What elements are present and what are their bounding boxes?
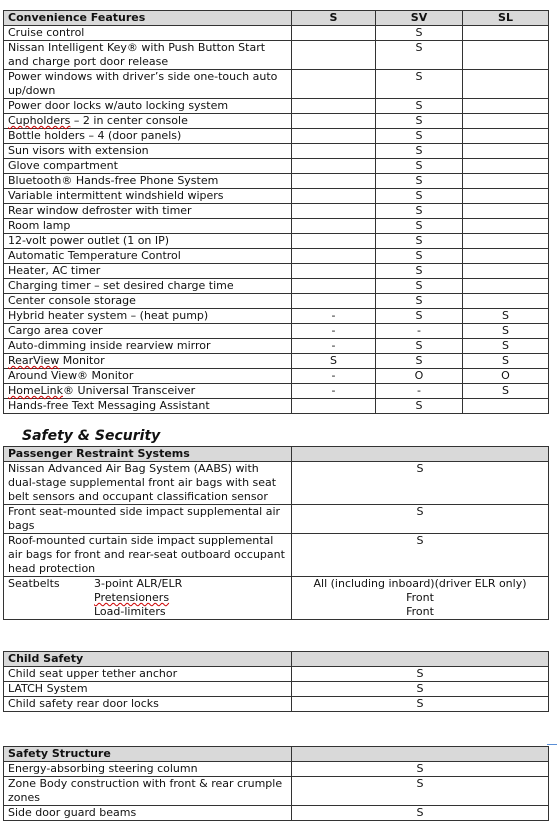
sv-cell: S bbox=[376, 189, 463, 204]
convenience-body bbox=[4, 26, 549, 414]
feature-cell: Heater, AC timer bbox=[4, 264, 292, 279]
sl-cell bbox=[463, 294, 549, 309]
seatbelts-values bbox=[292, 577, 549, 620]
sv-cell: S bbox=[376, 264, 463, 279]
restraint-feature: Nissan Advanced Air Bag System (AABS) with dual-stage supplemental front air bags with seat belt sensors and occupant classification sensor bbox=[4, 462, 292, 505]
table-row bbox=[4, 399, 549, 414]
sl-cell bbox=[463, 174, 549, 189]
s-cell bbox=[292, 99, 376, 114]
structure-value: S bbox=[292, 777, 549, 806]
s-cell bbox=[292, 114, 376, 129]
s-cell bbox=[292, 144, 376, 159]
convenience-header-feature: Convenience Features bbox=[4, 11, 292, 26]
table-row bbox=[4, 777, 549, 806]
restraint-value: S bbox=[292, 505, 549, 534]
feature-cell: Auto-dimming inside rearview mirror bbox=[4, 339, 292, 354]
sv-cell: S bbox=[376, 159, 463, 174]
convenience-header-sv: SV bbox=[376, 11, 463, 26]
sl-cell bbox=[463, 99, 549, 114]
table-row bbox=[4, 682, 549, 697]
s-cell bbox=[292, 129, 376, 144]
sl-cell bbox=[463, 70, 549, 99]
feature-cell: Charging timer – set desired charge time bbox=[4, 279, 292, 294]
sv-cell: S bbox=[376, 41, 463, 70]
s-cell bbox=[292, 41, 376, 70]
child-value: S bbox=[292, 667, 549, 682]
safety-section-title: Safety & Security bbox=[22, 428, 161, 444]
sl-cell bbox=[463, 159, 549, 174]
feature-cell: RearView Monitor bbox=[4, 354, 292, 369]
sl-cell bbox=[463, 129, 549, 144]
s-cell: - bbox=[292, 309, 376, 324]
restraint-feature: Roof-mounted curtain side impact supplemental air bags for front and rear-seat outboard occupant head protection bbox=[4, 534, 292, 577]
seatbelt-value: Front bbox=[406, 591, 434, 604]
structure-header: Safety Structure bbox=[4, 747, 292, 762]
sl-cell: S bbox=[463, 309, 549, 324]
s-cell bbox=[292, 264, 376, 279]
table-row bbox=[4, 174, 549, 189]
sl-cell bbox=[463, 399, 549, 414]
sv-cell: S bbox=[376, 219, 463, 234]
s-cell: S bbox=[292, 354, 376, 369]
child-value: S bbox=[292, 697, 549, 712]
table-row bbox=[4, 762, 549, 777]
convenience-header-row bbox=[4, 11, 549, 26]
restraint-header-blank bbox=[292, 447, 549, 462]
feature-cell: Glove compartment bbox=[4, 159, 292, 174]
sl-cell bbox=[463, 26, 549, 41]
table-row bbox=[4, 234, 549, 249]
table-row bbox=[4, 129, 549, 144]
child-feature: LATCH System bbox=[4, 682, 292, 697]
restraint-feature: Front seat-mounted side impact supplemental air bags bbox=[4, 505, 292, 534]
table-row bbox=[4, 309, 549, 324]
sl-cell bbox=[463, 114, 549, 129]
seatbelts-row bbox=[4, 577, 549, 620]
seatbelt-item: 3-point ALR/ELR bbox=[94, 577, 183, 590]
table-row bbox=[4, 144, 549, 159]
structure-feature: Zone Body construction with front & rear crumple zones bbox=[4, 777, 292, 806]
sl-cell: S bbox=[463, 339, 549, 354]
feature-cell: Around View® Monitor bbox=[4, 369, 292, 384]
table-row bbox=[4, 26, 549, 41]
feature-cell: Sun visors with extension bbox=[4, 144, 292, 159]
feature-cell: 12-volt power outlet (1 on IP) bbox=[4, 234, 292, 249]
sv-cell: S bbox=[376, 354, 463, 369]
structure-value: S bbox=[292, 762, 549, 777]
sv-cell: S bbox=[376, 279, 463, 294]
table-row bbox=[4, 697, 549, 712]
structure-value: S bbox=[292, 806, 549, 821]
feature-cell: Bluetooth® Hands-free Phone System bbox=[4, 174, 292, 189]
s-cell bbox=[292, 399, 376, 414]
table-row bbox=[4, 505, 549, 534]
sv-cell: S bbox=[376, 309, 463, 324]
table-row bbox=[4, 41, 549, 70]
sl-cell bbox=[463, 249, 549, 264]
structure-feature: Energy-absorbing steering column bbox=[4, 762, 292, 777]
sv-cell: S bbox=[376, 399, 463, 414]
feature-cell: Variable intermittent windshield wipers bbox=[4, 189, 292, 204]
structure-header-row bbox=[4, 747, 549, 762]
restraint-value: S bbox=[292, 462, 549, 505]
convenience-header-sl: SL bbox=[463, 11, 549, 26]
seatbelt-value: All (including inboard)(driver ELR only) bbox=[313, 577, 527, 590]
sv-cell: S bbox=[376, 129, 463, 144]
seatbelt-value: Front bbox=[406, 605, 434, 618]
child-safety-table bbox=[3, 651, 549, 712]
structure-feature: Side door guard beams bbox=[4, 806, 292, 821]
sl-cell bbox=[463, 204, 549, 219]
sv-cell: S bbox=[376, 294, 463, 309]
table-row bbox=[4, 667, 549, 682]
feature-cell: Bottle holders – 4 (door panels) bbox=[4, 129, 292, 144]
seatbelt-item: Load-limiters bbox=[94, 605, 166, 618]
s-cell: - bbox=[292, 339, 376, 354]
seatbelt-item: Pretensioners bbox=[94, 591, 170, 604]
sv-cell: S bbox=[376, 249, 463, 264]
sv-cell: - bbox=[376, 324, 463, 339]
sv-cell: O bbox=[376, 369, 463, 384]
sl-cell: S bbox=[463, 354, 549, 369]
table-row bbox=[4, 384, 549, 399]
table-row bbox=[4, 534, 549, 577]
sv-cell: S bbox=[376, 234, 463, 249]
restraint-table bbox=[3, 446, 549, 620]
child-feature: Child seat upper tether anchor bbox=[4, 667, 292, 682]
blue-divider bbox=[547, 744, 557, 745]
feature-cell: Cruise control bbox=[4, 26, 292, 41]
sv-cell: S bbox=[376, 144, 463, 159]
sl-cell bbox=[463, 279, 549, 294]
child-header: Child Safety bbox=[4, 652, 292, 667]
table-row bbox=[4, 294, 549, 309]
sv-cell: - bbox=[376, 384, 463, 399]
child-header-blank bbox=[292, 652, 549, 667]
s-cell: - bbox=[292, 384, 376, 399]
s-cell bbox=[292, 249, 376, 264]
seatbelts-cell bbox=[4, 577, 292, 620]
restraint-header-row bbox=[4, 447, 549, 462]
table-row bbox=[4, 264, 549, 279]
s-cell bbox=[292, 204, 376, 219]
table-row bbox=[4, 279, 549, 294]
sv-cell: S bbox=[376, 26, 463, 41]
sv-cell: S bbox=[376, 204, 463, 219]
sv-cell: S bbox=[376, 339, 463, 354]
restraint-value: S bbox=[292, 534, 549, 577]
child-feature: Child safety rear door locks bbox=[4, 697, 292, 712]
table-row bbox=[4, 369, 549, 384]
s-cell bbox=[292, 219, 376, 234]
s-cell bbox=[292, 159, 376, 174]
table-row bbox=[4, 219, 549, 234]
table-row bbox=[4, 159, 549, 174]
child-header-row bbox=[4, 652, 549, 667]
restraint-header: Passenger Restraint Systems bbox=[4, 447, 292, 462]
sl-cell: O bbox=[463, 369, 549, 384]
s-cell bbox=[292, 70, 376, 99]
table-row bbox=[4, 324, 549, 339]
feature-cell: Rear window defroster with timer bbox=[4, 204, 292, 219]
safety-structure-table bbox=[3, 746, 549, 821]
table-row bbox=[4, 99, 549, 114]
convenience-header-s: S bbox=[292, 11, 376, 26]
feature-cell: HomeLink® Universal Transceiver bbox=[4, 384, 292, 399]
s-cell: - bbox=[292, 324, 376, 339]
table-row bbox=[4, 462, 549, 505]
table-row bbox=[4, 339, 549, 354]
sl-cell bbox=[463, 234, 549, 249]
sl-cell: S bbox=[463, 384, 549, 399]
sl-cell bbox=[463, 219, 549, 234]
table-row bbox=[4, 204, 549, 219]
sv-cell: S bbox=[376, 174, 463, 189]
feature-cell: Cargo area cover bbox=[4, 324, 292, 339]
sl-cell bbox=[463, 189, 549, 204]
s-cell bbox=[292, 26, 376, 41]
feature-cell: Power door locks w/auto locking system bbox=[4, 99, 292, 114]
table-row bbox=[4, 70, 549, 99]
s-cell bbox=[292, 279, 376, 294]
seatbelts-label: Seatbelts bbox=[8, 577, 60, 590]
table-row bbox=[4, 249, 549, 264]
feature-cell: Hands-free Text Messaging Assistant bbox=[4, 399, 292, 414]
sl-cell bbox=[463, 41, 549, 70]
feature-cell: Hybrid heater system – (heat pump) bbox=[4, 309, 292, 324]
feature-cell: Room lamp bbox=[4, 219, 292, 234]
sl-cell: S bbox=[463, 324, 549, 339]
feature-cell: Nissan Intelligent Key® with Push Button Start and charge port door release bbox=[4, 41, 292, 70]
table-row bbox=[4, 806, 549, 821]
feature-cell: Automatic Temperature Control bbox=[4, 249, 292, 264]
table-row bbox=[4, 114, 549, 129]
sv-cell: S bbox=[376, 70, 463, 99]
sv-cell: S bbox=[376, 99, 463, 114]
s-cell bbox=[292, 189, 376, 204]
s-cell: - bbox=[292, 369, 376, 384]
sv-cell: S bbox=[376, 114, 463, 129]
convenience-table bbox=[3, 10, 549, 414]
s-cell bbox=[292, 294, 376, 309]
seatbelts-items bbox=[94, 577, 182, 619]
table-row bbox=[4, 354, 549, 369]
structure-header-blank bbox=[292, 747, 549, 762]
s-cell bbox=[292, 174, 376, 189]
table-row bbox=[4, 189, 549, 204]
feature-cell: Cupholders – 2 in center console bbox=[4, 114, 292, 129]
child-value: S bbox=[292, 682, 549, 697]
feature-cell: Power windows with driver’s side one-touch auto up/down bbox=[4, 70, 292, 99]
sl-cell bbox=[463, 264, 549, 279]
feature-cell: Center console storage bbox=[4, 294, 292, 309]
s-cell bbox=[292, 234, 376, 249]
sl-cell bbox=[463, 144, 549, 159]
